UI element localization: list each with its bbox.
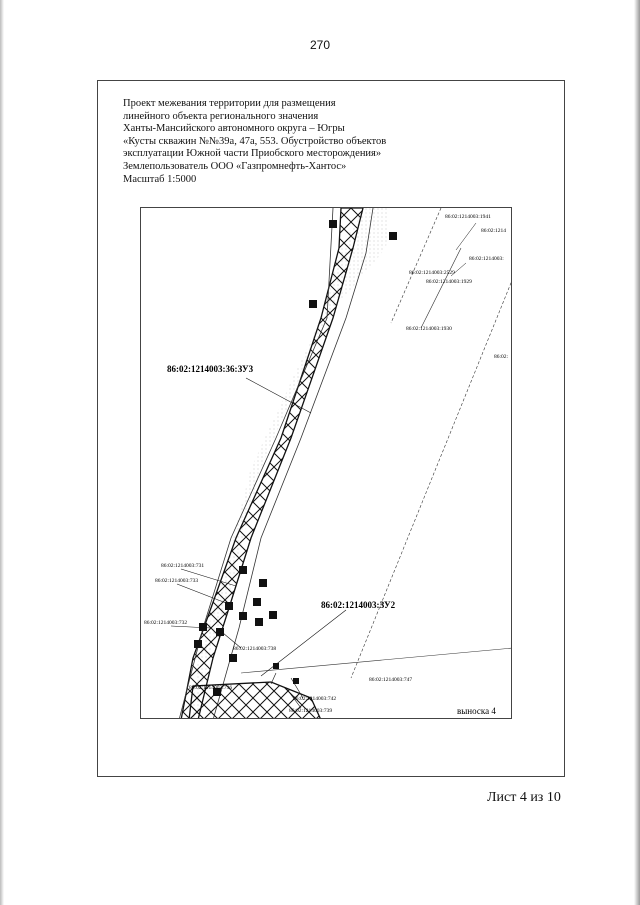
map-label-732: 86:02:1214003:732 xyxy=(144,620,188,626)
leader-line xyxy=(456,223,476,250)
map-label-2529: 86:02:1214003:2529 xyxy=(409,270,455,276)
map-label-parcel-2: 86:02:1214003:ЗУ2 xyxy=(321,600,396,610)
map-label-86-02: 86:02: xyxy=(494,354,509,360)
boundary-line xyxy=(391,208,441,323)
boundary-line xyxy=(421,248,461,328)
map-label-1930: 86:02:1214003:1930 xyxy=(406,326,452,332)
header-line: линейного объекта регионального значения xyxy=(123,110,319,122)
header-line: Проект межевания территории для размещения xyxy=(123,98,336,109)
hatched-parcel xyxy=(181,208,363,719)
boundary-line xyxy=(351,278,512,678)
scale-label: Масштаб 1:5000 xyxy=(123,173,197,185)
document-header xyxy=(123,98,423,186)
map-label-731: 86:02:1214003:731 xyxy=(161,563,205,569)
scan-edge-right xyxy=(634,0,640,905)
sheet-number: Лист 4 из 10 xyxy=(487,790,561,805)
map-label-739: 86:02:1214003:739 xyxy=(289,708,333,714)
map-label-parcel-main: 86:02:1214003:36:ЗУ3 xyxy=(167,364,254,374)
header-line: Ханты-Мансийского автономного округа – Югры xyxy=(123,123,345,135)
map-label-747: 86:02:1214003:747 xyxy=(369,677,413,683)
map-label-1214003: 86:02:1214003: xyxy=(469,256,504,262)
map-label-1941: 86:02:1214003:1941 xyxy=(445,214,491,220)
map-label-738: 86:02:1214003:738 xyxy=(233,646,277,652)
point-markers xyxy=(194,220,397,696)
map-label-736: 86:02:1214003:736 xyxy=(189,685,233,691)
boundary-line xyxy=(241,648,512,673)
header-line: Землепользователь ООО «Газпромнефть-Хантос» xyxy=(123,160,347,172)
map-label-1214: 86:02:1214 xyxy=(481,228,507,234)
scan-edge-left xyxy=(0,0,4,905)
map-svg xyxy=(141,208,512,719)
callout-label: выноска 4 xyxy=(457,706,496,716)
map-label-733: 86:02:1214003:733 xyxy=(155,578,199,584)
map-label-742: 86:02:1214003:742 xyxy=(293,696,337,702)
page-number: 270 xyxy=(309,38,331,52)
cadastral-map xyxy=(140,207,512,719)
header-line: «Кусты скважин №№39а, 47а, 553. Обустройство объектов xyxy=(123,135,387,147)
map-label-1929: 86:02:1214003:1929 xyxy=(426,279,472,285)
header-line: эксплуатации Южной части Приобского месторождения» xyxy=(123,148,382,160)
